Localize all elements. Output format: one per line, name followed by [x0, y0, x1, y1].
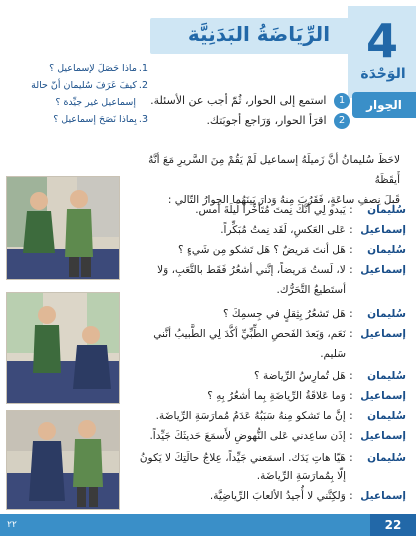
speaker-name: إسماعيل	[360, 390, 406, 402]
dialogue-text: : إنَّ ما تَشكو مِنهُ سَبَبُهُ عَدَمُ مُمارَسَةِ الرِّياضَة.	[155, 410, 353, 422]
dialogue-text: : لا، لَستُ مَريضاً، إنَّني أشعُرُ فَقَط بالتَّعَبِ، وَلا	[157, 264, 353, 276]
speaker-name: سُليمان	[367, 244, 406, 256]
question-number: 2.	[138, 80, 148, 91]
speaker-name: سُليمان	[367, 452, 406, 464]
dialogue-text: : هَيّا هاتِ يَدَك. اسمَعني جَيِّداً، عِلاجُ حالَتِكَ لا يَكونُ	[139, 452, 353, 464]
dialogue-line	[124, 410, 406, 422]
speaker-name: سُليمان	[367, 204, 406, 216]
dialogue-text: : يَبدو لِي أنَّكَ نِمتَ مُتَأخِّراً لَيلَةَ أمس.	[195, 204, 353, 216]
dialogue-text: : هَل أنتَ مَريضٌ ؟ هَل تَشكو مِن شَيءٍ ؟	[177, 244, 353, 256]
instruction-text: اقرَأ الحوار، وَرَاجع أجوبَتك.	[206, 114, 327, 127]
dialogue-text: : وَما عَلاقَةُ الرِّياضَةِ بِما أشعُرُ بِهِ ؟	[207, 390, 353, 402]
dialogue-text: : إذَن ساعِدني عَلى النُّهوضِ لأَسمَعَ حَديثَكَ جَيِّداً.	[149, 430, 353, 442]
dialogue-line	[124, 328, 406, 340]
dialogue-text: : هَل تُمارِسُ الرِّياضة ؟	[254, 370, 353, 382]
dialogue-continuation: إلّا بِمُمارَسَةِ الرِّياضَة.	[256, 470, 346, 482]
unit-label: الوَحْدَة	[360, 66, 406, 82]
speaker-name: إسماعيل	[360, 328, 406, 340]
speaker-name: سُليمان	[367, 370, 406, 382]
intro-line: قَبلَ نِصفِ ساعَةٍ، فَقَرُبَ مِنهُ وَدارَ بَينَهُما الحِوارُ التّالي :	[167, 194, 400, 206]
question-number: 1.	[138, 63, 148, 74]
question-item	[4, 111, 148, 128]
question-item	[4, 60, 148, 77]
illustration-panel-1	[6, 176, 120, 280]
dialogue-line	[124, 204, 406, 216]
speaker-name: إسماعيل	[360, 264, 406, 276]
dialogue-line	[124, 224, 406, 236]
instruction-1	[150, 93, 350, 109]
page-number: 22	[370, 514, 416, 536]
dialogue-line	[124, 244, 406, 256]
instruction-number: 2	[334, 113, 350, 129]
dialogue-line	[124, 430, 406, 442]
speaker-name: إسماعيل	[360, 490, 406, 502]
dialogue-line	[124, 490, 406, 502]
doctor-scene-illustration	[7, 293, 120, 404]
speaker-name: إسماعيل	[360, 430, 406, 442]
dialogue-line	[124, 264, 406, 276]
speaker-name: إسماعيل	[360, 224, 406, 236]
footer-left-mark: ٢٢	[7, 520, 17, 530]
question-text: ماذا حَصَلَ لإسماعيل ؟	[49, 63, 137, 74]
helping-scene-illustration	[7, 411, 120, 510]
speaker-name: سُليمان	[367, 410, 406, 422]
instruction-number: 1	[334, 93, 350, 109]
dialogue-line	[124, 390, 406, 402]
question-item	[4, 77, 148, 94]
unit-number: 4	[365, 14, 398, 68]
dialogue-text: : هَل تَشعُرُ بِثِقلٍ في جِسمِكَ ؟	[222, 308, 353, 320]
dialogue-continuation: أستَطيعُ التَّحَرُّك.	[276, 284, 346, 296]
footer-bar	[0, 514, 416, 536]
dialogue-continuation: سَليم.	[320, 348, 346, 360]
illustration-panel-3	[6, 410, 120, 510]
page-title: الرِّيَاضَةُ البَدَنِيَّة	[187, 22, 331, 46]
bedroom-scene-illustration	[7, 177, 120, 280]
dialogue-text: : وَلكِنَّني لا أُجيدُ الألعابَ الرِّياضِيَّة.	[209, 490, 353, 502]
illustration-panel-2	[6, 292, 120, 404]
instruction-2	[206, 113, 350, 129]
dialogue-text: : نَعَم، وَبَعدَ الفَحصِ الطِّبِّيِّ أكَّدَ لِي الطَّبيبُ أنَّني	[153, 328, 353, 340]
dialogue-line	[124, 370, 406, 382]
question-number: 3.	[138, 114, 148, 125]
instruction-text: استمع إلى الحوار، ثُمّ أجب عن الأسئلة.	[150, 94, 327, 107]
intro-line: لاحَظَ سُليمانُ أنَّ زَميلَهُ إسماعيل لَمْ يَقُمْ مِنَ السَّريرِ مَعَ أنَّهُ أَيقَظَهُ	[148, 154, 400, 186]
dialogue-line	[124, 452, 406, 464]
question-text: كيفَ عَرَفَ سُليمان أنّ حالة	[31, 80, 137, 91]
section-tab-dialogue: الحِوار	[352, 92, 416, 118]
speaker-name: سُليمان	[367, 308, 406, 320]
questions-list	[4, 60, 148, 130]
question-text: بِماذا نَصَحَ إسماعيل ؟	[53, 114, 137, 125]
question-item	[4, 94, 148, 111]
intro-paragraph	[120, 150, 400, 210]
dialogue-line	[124, 308, 406, 320]
dialogue-text: : عَلى العَكسِ، لَقَد نِمتُ مُبَكِّراً.	[220, 224, 353, 236]
question-text: إسماعيل غير جيِّدة ؟	[55, 97, 136, 108]
